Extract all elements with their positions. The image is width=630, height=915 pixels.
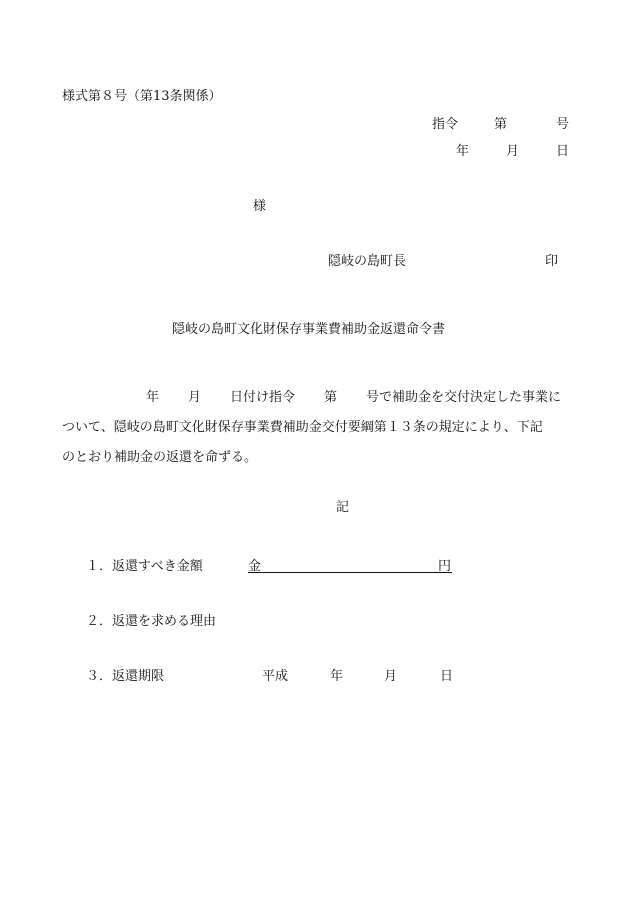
directive-label: 指令 bbox=[432, 117, 459, 132]
body-dai: 第 bbox=[324, 390, 338, 405]
form-label: 様式第８号（第13条関係） bbox=[62, 89, 222, 104]
body-text bbox=[62, 383, 580, 473]
issue-month: 月 bbox=[506, 144, 520, 159]
directive-dai: 第 bbox=[494, 117, 508, 132]
item-refund-amount bbox=[86, 555, 506, 573]
body-line-3 bbox=[62, 443, 580, 473]
directive-go: 号 bbox=[556, 117, 570, 132]
amount-suffix: 円 bbox=[438, 559, 452, 574]
body-day-directive: 日付け指令 bbox=[230, 390, 296, 405]
body-line-1 bbox=[62, 383, 580, 413]
body-line-3-text: のとおり補助金の返還を命ずる。 bbox=[62, 450, 258, 465]
item-label: 返還期限 bbox=[112, 669, 165, 684]
item-refund-deadline bbox=[86, 665, 506, 683]
addressee-suffix: 様 bbox=[253, 199, 267, 214]
seal-mark: 印 bbox=[545, 254, 559, 269]
issuer-name: 隠岐の島町長 bbox=[328, 254, 407, 269]
item-number: ２． bbox=[86, 614, 113, 629]
body-month: 月 bbox=[188, 390, 202, 405]
item-label: 返還すべき金額 bbox=[112, 559, 203, 574]
body-year: 年 bbox=[146, 390, 160, 405]
item-number: １． bbox=[86, 559, 113, 574]
item-refund-reason bbox=[86, 610, 386, 628]
ki-heading: 記 bbox=[336, 500, 350, 515]
item-number: ３． bbox=[86, 669, 113, 684]
deadline-month: 月 bbox=[384, 669, 398, 684]
body-line-1-rest: 号で補助金を交付決定した事業に bbox=[366, 390, 562, 405]
item-label: 返還を求める理由 bbox=[112, 614, 217, 629]
deadline-day: 日 bbox=[440, 669, 454, 684]
body-line-2-text: ついて、隠岐の島町文化財保存事業費補助金交付要綱第１３条の規定により、下記 bbox=[62, 420, 543, 435]
document-title: 隠岐の島町文化財保存事業費補助金返還命令書 bbox=[172, 322, 446, 337]
body-line-2 bbox=[62, 413, 580, 443]
deadline-era: 平成 bbox=[262, 669, 289, 684]
amount-prefix: 金 bbox=[248, 559, 262, 574]
issue-day: 日 bbox=[556, 144, 570, 159]
issue-year: 年 bbox=[456, 144, 470, 159]
deadline-year: 年 bbox=[330, 669, 344, 684]
amount-underline bbox=[248, 555, 452, 573]
